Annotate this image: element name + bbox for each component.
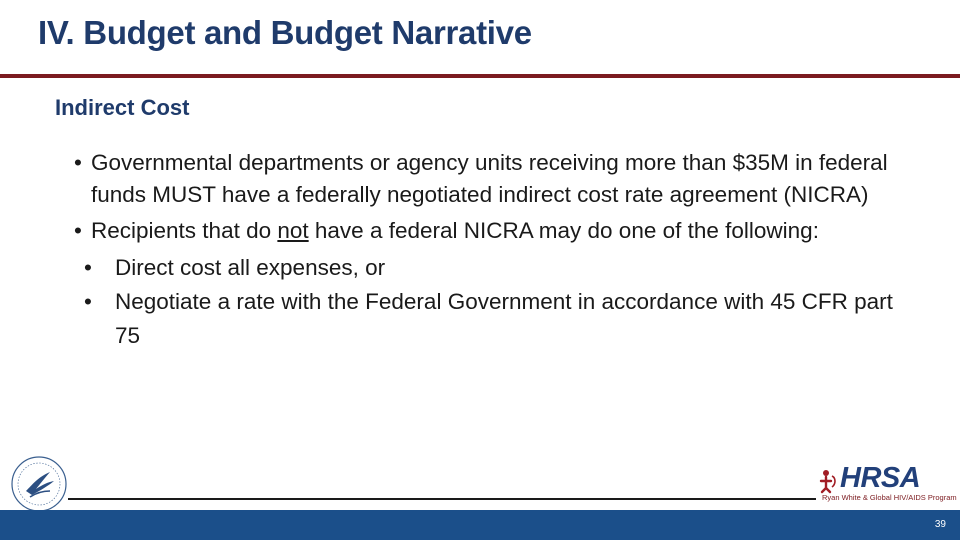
bullet-dot: • xyxy=(74,150,82,175)
bullet-text: Governmental departments or agency units receiving more than $35M in federal funds MUST have a federally negotiated indirect cost rate agreement (NICRA) xyxy=(91,150,888,207)
bullet-list xyxy=(74,147,904,353)
sub-bullet-item xyxy=(74,285,904,353)
sub-bullet-item xyxy=(74,251,904,285)
hhs-seal-icon xyxy=(10,455,68,513)
sub-bullet-text: Direct cost all expenses, or xyxy=(115,255,386,280)
sub-bullet-dot: • xyxy=(84,289,92,314)
sub-bullet-list xyxy=(74,251,904,353)
hrsa-logo-icon xyxy=(818,468,840,494)
bullet-text-after: have a federal NICRA may do one of the following: xyxy=(308,218,819,243)
bullet-dot: • xyxy=(74,218,82,243)
hrsa-logo xyxy=(818,462,957,504)
page-number: 39 xyxy=(934,519,946,530)
bullet-text-emphasis: not xyxy=(277,218,309,243)
hrsa-wordmark: HRSA xyxy=(840,462,921,494)
slide-title: IV. Budget and Budget Narrative xyxy=(38,14,532,51)
bullet-item xyxy=(74,147,904,211)
sub-bullet-dot: • xyxy=(84,255,92,280)
bullet-text-before: Recipients that do xyxy=(91,218,278,243)
footer-bar xyxy=(0,510,960,540)
sub-bullet-text: Negotiate a rate with the Federal Government in accordance with 45 CFR part 75 xyxy=(115,289,893,348)
bullet-item xyxy=(74,215,904,247)
footer-rule xyxy=(68,498,816,500)
section-heading: Indirect Cost xyxy=(55,95,190,120)
title-rule xyxy=(0,74,960,78)
hrsa-tagline: Ryan White & Global HIV/AIDS Program xyxy=(822,493,957,502)
